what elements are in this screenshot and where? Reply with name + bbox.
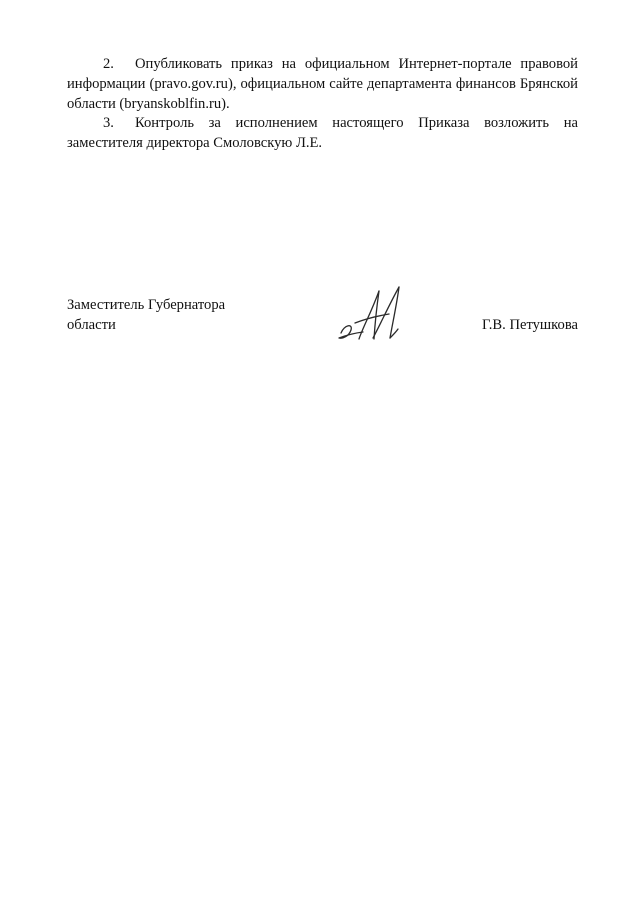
signatory-title-line-2: области [67, 316, 116, 333]
paragraph-number: 2. [103, 56, 114, 72]
handwritten-signature [335, 283, 413, 349]
paragraph-item-3 [67, 114, 578, 154]
signatory-title [67, 296, 225, 336]
signatory-name: Г.В. Петушкова [481, 317, 578, 333]
paragraph-text: Опубликовать приказ на официальном Интернет-портале правовой информации (pravo.gov.ru), официальном сайте департамента финансов Брянской области (bryanskoblfin.ru). [67, 56, 578, 112]
signature-strokes [339, 287, 399, 339]
document-body [67, 55, 578, 154]
paragraph-item-2 [67, 55, 578, 114]
paragraph-number: 3. [103, 115, 114, 132]
signatory-title-line-1: Заместитель Губернатора [67, 297, 226, 313]
signature-block [67, 296, 578, 366]
paragraph-text: Контроль за исполнением настоящего Приказа возложить на заместителя директора Смоловскую Л.Е. [67, 115, 578, 152]
